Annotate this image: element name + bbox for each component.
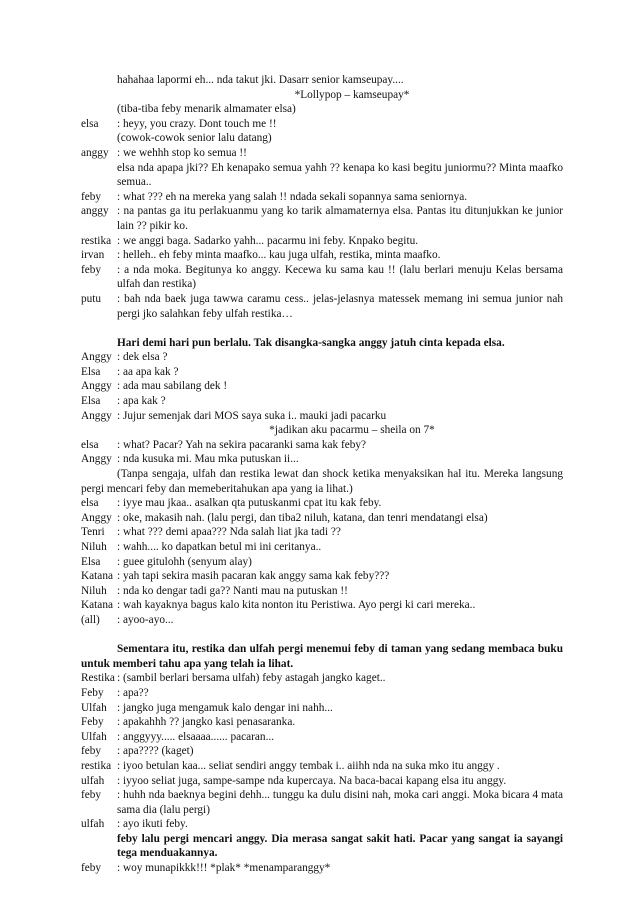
speaker-name: anggy bbox=[81, 146, 109, 159]
speaker-name: Ulfah bbox=[81, 701, 107, 714]
dialogue-text: : heyy, you crazy. Dont touch me !! bbox=[117, 117, 277, 130]
speaker-name: Niluh bbox=[81, 584, 107, 597]
dialogue-line bbox=[81, 204, 563, 233]
narration-heading: Sementara itu, restika dan ulfah pergi menemui feby di taman yang sedang membaca buku untuk memberi tahu apa yang telah ia lihat. bbox=[81, 643, 563, 670]
speaker-name: Anggy bbox=[81, 409, 112, 422]
dialogue-line bbox=[81, 234, 563, 249]
dialogue-line bbox=[81, 555, 563, 570]
dialogue-text: : ada mau sabilang dek ! bbox=[117, 380, 228, 393]
dialogue-text: : ayo ikuti feby. bbox=[117, 818, 188, 831]
dialogue-line bbox=[81, 759, 563, 774]
speaker-name: feby bbox=[81, 263, 102, 276]
dialogue-line bbox=[81, 744, 563, 759]
narration-paragraph: (Tanpa sengaja, ulfah dan restika lewat dan shock ketika menyaksikan hal itu. Mereka langsung pergi mencari feby dan memeberitahukan apa yang ia lihat.) bbox=[81, 468, 563, 495]
speaker-name: elsa bbox=[81, 438, 99, 451]
speaker-name: elsa bbox=[81, 497, 99, 510]
dialogue-line bbox=[81, 730, 563, 745]
dialogue-text: : Jujur semenjak dari MOS saya suka i.. mauki jadi pacarku bbox=[117, 409, 387, 422]
speaker-name: feby bbox=[81, 789, 102, 802]
speaker-name: Restika bbox=[81, 672, 115, 685]
dialogue-text: : na pantas ga itu perlakuanmu yang ko tarik almamaternya elsa. Pantas itu ditunjukkan ke junior lain ?? pikir ko. bbox=[117, 205, 563, 232]
dialogue-text: : iyoo betulan kaa... seliat sendiri anggy tembak i.. aiihh nda na suka mko itu anggy . bbox=[117, 759, 500, 772]
dialogue-line bbox=[81, 292, 563, 321]
dialogue-line bbox=[81, 394, 563, 409]
dialogue-text: : guee gitulohh (senyum alay) bbox=[117, 555, 252, 568]
speaker-name: Elsa bbox=[81, 365, 101, 378]
speaker-name: Anggy bbox=[81, 380, 112, 393]
dialogue-line bbox=[81, 409, 563, 424]
dialogue-text: : huhh nda baeknya begini dehh... tunggu ka dulu disini nah, moka cari anggi. Moka bicara 4 mata sama dia (lalu pergi) bbox=[117, 789, 563, 816]
speaker-name: Ulfah bbox=[81, 730, 107, 743]
song-reference: *Lollypop – kamseupay* bbox=[294, 88, 410, 101]
speaker-name: ulfah bbox=[81, 818, 105, 831]
dialogue-text: : bah nda baek juga tawwa caramu cess.. jelas-jelasnya matessek memang ini semua junior nah pergi jko salahkan feby ulfah restika… bbox=[117, 292, 563, 320]
dialogue-text: : jangko juga mengamuk kalo dengar ini nahh... bbox=[117, 701, 333, 714]
dialogue-line bbox=[81, 248, 563, 263]
speaker-name: Feby bbox=[81, 716, 104, 729]
dialogue-text: : helleh.. eh feby minta maafko... kau juga ulfah, restika, minta maafko. bbox=[117, 249, 441, 262]
dialogue-text: : we wehhh stop ko semua !! bbox=[117, 146, 247, 159]
song-reference: *jadikan aku pacarmu – sheila on 7* bbox=[269, 424, 435, 437]
dialogue-line bbox=[81, 861, 563, 876]
dialogue-text: : we anggi baga. Sadarko yahh... pacarmu ini feby. Knpako begitu. bbox=[117, 234, 419, 247]
dialogue-line bbox=[81, 817, 563, 832]
speaker-name: Elsa bbox=[81, 395, 101, 408]
dialogue-text: : iyyoo seliat juga, sampe-sampe nda kupercaya. Na baca-bacai kapang elsa itu anggy. bbox=[117, 774, 507, 787]
dialogue-text: : woy munapikkk!!! *plak* *menamparanggy* bbox=[117, 862, 331, 875]
dialogue-line bbox=[81, 511, 563, 526]
dialogue-text: : iyye mau jkaa.. asalkan qta putuskanmi cpat itu kak feby. bbox=[117, 497, 382, 510]
dialogue-text: : what ??? eh na mereka yang salah !! ndada sekali sopannya sama seniornya. bbox=[117, 190, 468, 203]
speaker-name: Anggy bbox=[81, 453, 112, 466]
speaker-name: feby bbox=[81, 745, 102, 758]
dialogue-text: : apakahhh ?? jangko kasi penasaranka. bbox=[117, 716, 296, 729]
dialogue-line bbox=[81, 686, 563, 701]
dialogue-line bbox=[81, 350, 563, 365]
speaker-name: irvan bbox=[81, 249, 105, 262]
dialogue-text: : wahh.... ko dapatkan betul mi ini ceritanya.. bbox=[117, 541, 322, 553]
speaker-name: Anggy bbox=[81, 351, 112, 364]
dialogue-text: : a nda moka. Begitunya ko anggy. Kecewa ku sama kau !! (lalu berlari menuju Kelas bersama ulfah dan restika) bbox=[117, 263, 563, 291]
dialogue-text: : what ??? demi apaa??? Nda salah liat jka tadi ?? bbox=[117, 526, 341, 539]
speaker-name: Katana bbox=[81, 570, 113, 583]
dialogue-line bbox=[81, 671, 563, 686]
dialogue-text: : dek elsa ? bbox=[117, 351, 168, 364]
dialogue-text: : (sambil berlari bersama ulfah) feby astagah jangko kaget.. bbox=[117, 672, 386, 685]
paragraph-gap bbox=[81, 321, 563, 336]
dialogue-line bbox=[81, 788, 563, 817]
dialogue-text: : nda ko dengar tadi ga?? Nanti mau na putuskan !! bbox=[117, 584, 348, 597]
dialogue-line bbox=[81, 598, 563, 613]
dialogue-line bbox=[81, 452, 563, 467]
speaker-name: restika bbox=[81, 234, 112, 247]
speaker-name: ulfah bbox=[81, 774, 105, 787]
dialogue-text: : aa apa kak ? bbox=[117, 365, 179, 378]
script-text bbox=[81, 73, 563, 876]
speaker-name: Anggy bbox=[81, 511, 112, 524]
speaker-name: feby bbox=[81, 862, 102, 875]
dialogue-line bbox=[81, 584, 563, 599]
speaker-name: restika bbox=[81, 759, 112, 772]
speaker-name: (all) bbox=[81, 613, 100, 626]
speaker-name: Feby bbox=[81, 686, 104, 699]
dialogue-text: : nda kusuka mi. Mau mka putuskan ii... bbox=[117, 453, 299, 466]
dialogue-line bbox=[81, 438, 563, 453]
dialogue-text: : oke, makasih nah. (lalu pergi, dan tiba2 niluh, katana, dan tenri mendatangi elsa) bbox=[117, 511, 488, 524]
dialogue-text: : ayoo-ayo... bbox=[117, 613, 174, 626]
dialogue-line bbox=[81, 715, 563, 730]
continuation-text: (cowok-cowok senior lalu datang) bbox=[117, 132, 272, 145]
dialogue-line bbox=[81, 117, 563, 132]
dialogue-line bbox=[81, 263, 563, 292]
speaker-name: elsa bbox=[81, 117, 99, 130]
dialogue-text: : yah tapi sekira masih pacaran kak anggy sama kak feby??? bbox=[117, 570, 390, 583]
speaker-name: Niluh bbox=[81, 541, 107, 553]
dialogue-line bbox=[81, 774, 563, 789]
dialogue-text: : wah kayaknya bagus kalo kita nonton itu Peristiwa. Ayo pergi ki cari mereka.. bbox=[117, 599, 476, 612]
speaker-name: feby bbox=[81, 190, 102, 203]
speaker-name: anggy bbox=[81, 205, 109, 218]
dialogue-line bbox=[81, 613, 563, 628]
speaker-name: Tenri bbox=[81, 526, 105, 539]
dialogue-line bbox=[81, 540, 563, 555]
speaker-name: putu bbox=[81, 292, 102, 305]
dialogue-text: : apa???? (kaget) bbox=[117, 745, 194, 758]
dialogue-text: : apa kak ? bbox=[117, 395, 166, 408]
continuation-text: elsa nda apapa jki?? Eh kenapako semua yahh ?? kenapa ko kasi begitu juniormu?? Minta maafko semua.. bbox=[117, 161, 563, 189]
dialogue-line bbox=[81, 525, 563, 540]
dialogue-text: : what? Pacar? Yah na sekira pacaranki sama kak feby? bbox=[117, 438, 367, 451]
narration-heading: feby lalu pergi mencari anggy. Dia merasa sangat sakit hati. Pacar yang sangat ia sayangi tega menduakannya. bbox=[117, 832, 563, 860]
continuation-text: hahahaa lapormi eh... nda takut jki. Dasarr senior kamseupay.... bbox=[117, 74, 404, 86]
paragraph-gap bbox=[81, 628, 563, 643]
dialogue-line bbox=[81, 365, 563, 380]
continuation-text: (tiba-tiba feby menarik almamater elsa) bbox=[117, 103, 296, 116]
dialogue-text: : apa?? bbox=[117, 686, 149, 699]
dialogue-line bbox=[81, 569, 563, 584]
dialogue-line bbox=[81, 496, 563, 511]
narration-heading: Hari demi hari pun berlalu. Tak disangka-sangka anggy jatuh cinta kepada elsa. bbox=[117, 336, 505, 349]
dialogue-line bbox=[81, 701, 563, 716]
dialogue-text: : anggyyy..... elsaaaa...... pacaran... bbox=[117, 730, 275, 743]
speaker-name: Katana bbox=[81, 599, 113, 612]
speaker-name: Elsa bbox=[81, 555, 101, 568]
dialogue-line bbox=[81, 379, 563, 394]
dialogue-line bbox=[81, 146, 563, 161]
dialogue-line bbox=[81, 190, 563, 205]
